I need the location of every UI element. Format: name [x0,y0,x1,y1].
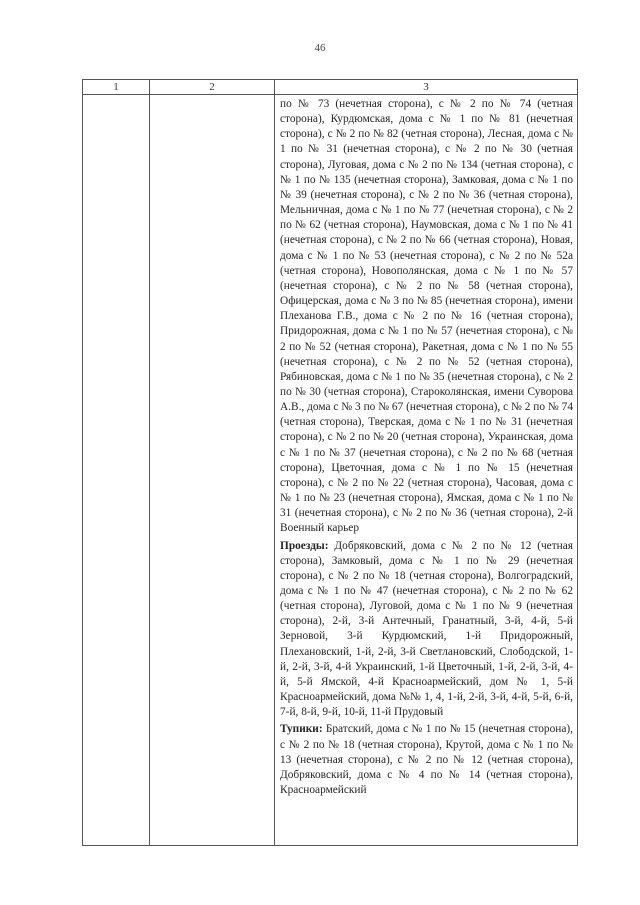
column-header-2: 2 [150,80,275,95]
table-cell-col3 [275,95,578,846]
streets-text: по № 73 (нечетная сторона), с № 2 по № 74 (четная сторона), Курдюмская, дома с № 1 по № 81 (нечетная сторона), с № 2 по № 82 (четная сторона), Лесная, дома с № 1 по № 31 (нечетная сторона), с № 2 по № 30 (четная сторона), Луговая, дома с № 2 по № 134 (четная сторона), с № 1 по № 135 (нечетная сторона), Замковая, дома с № 1 по № 39 (нечетная сторона), с № 2 по № 36 (четная сторона), Мельничная, дома с № 1 по № 77 (нечетная сторона), с № 2 по № 62 (четная сторона), Наумовская, дома с № 1 по № 41 (нечетная сторона), с № 2 по № 66 (четная сторона), Новая, дома с № 1 по № 53 (нечетная сторона), с № 2 по № 52а (четная сторона), Новополянская, дома с № 1 по № 57 (нечетная сторона), с № 2 по № 58 (четная сторона), Офицерская, дома с № 3 по № 85 (нечетная сторона), имени Плеханова Г.В., дома с № 2 по № 16 (четная сторона), Придорожная, дома с № 1 по № 57 (нечетная сторона), с № 2 по № 52 (четная сторона), Ракетная, дома с № 1 по № 55 (нечетная сторона), с № 2 по № 52 (четная сторона), Рябиновская, дома с № 1 по № 35 (нечетная сторона), с № 2 по № 30 (четная сторона), Староколянская, имени Суворова А.В., дома с № 3 по № 67 (нечетная сторона), с № 2 по № 74 (четная сторона), Тверская, дома с № 1 по № 31 (нечетная сторона), с № 2 по № 20 (четная сторона), Украинская, дома с № 1 по № 37 (нечетная сторона), с № 2 по № 68 (четная сторона), Цветочная, дома с № 1 по № 15 (нечетная сторона), с № 2 по № 22 (четная сторона), Часовая, дома с № 1 по № 23 (нечетная сторона), Ямская, дома с № 1 по № 31 (нечетная сторона), с № 2 по № 36 (четная сторона), 2-й Военный карьер [280,98,573,535]
passages-label: Проезды: [280,539,329,552]
table-row [83,95,578,846]
passages-text: Добряковский, дома с № 2 по № 12 (четная сторона), Замковый, дома с № 1 по № 29 (нечетная сторона), с № 2 по № 18 (четная сторона), Волгоградский, дома с № 1 по № 47 (нечетная сторона), с № 2 по № 62 (четная сторона), Луговой, дома с № 1 по № 9 (нечетная сторона), 2-й, 3-й Антечный, Гранатный, 3-й, 4-й, 5-й Зерновой, 3-й Курдюмский, 1-й Придорожный, Плехановский, 1-й, 2-й, 3-й Светлановский, Слободской, 1-й, 2-й, 3-й, 4-й Украинский, 1-й Цветочный, 1-й, 2-й, 3-й, 4-й, 5-й Ямской, 4-й Красноармейский, дом № 1, 5-й Красноармейский, дома №№ 1, 4, 1-й, 2-й, 3-й, 4-й, 5-й, 6-й, 7-й, 8-й, 9-й, 10-й, 11-й Прудовый [280,539,574,719]
table-header-row [83,80,578,95]
page-number: 46 [314,42,326,54]
deadends-paragraph [280,722,573,798]
deadends-text: Братский, дома с № 1 по № 15 (нечетная сторона), с № 2 по № 18 (четная сторона), Крутой, дома с № 1 по № 13 (нечетная сторона), с № 2 по № 12 (четная сторона), Добряковский, дома с № 4 по № 14 (четная сторона), Красноармейский [280,723,573,797]
document-table [82,79,578,846]
passages-paragraph [280,539,573,721]
column-header-1: 1 [83,80,150,95]
streets-paragraph [280,97,573,537]
deadends-label: Тупики: [280,723,323,736]
table-cell-col2 [150,95,275,846]
table-cell-col1 [83,95,150,846]
column-header-3: 3 [275,80,578,95]
